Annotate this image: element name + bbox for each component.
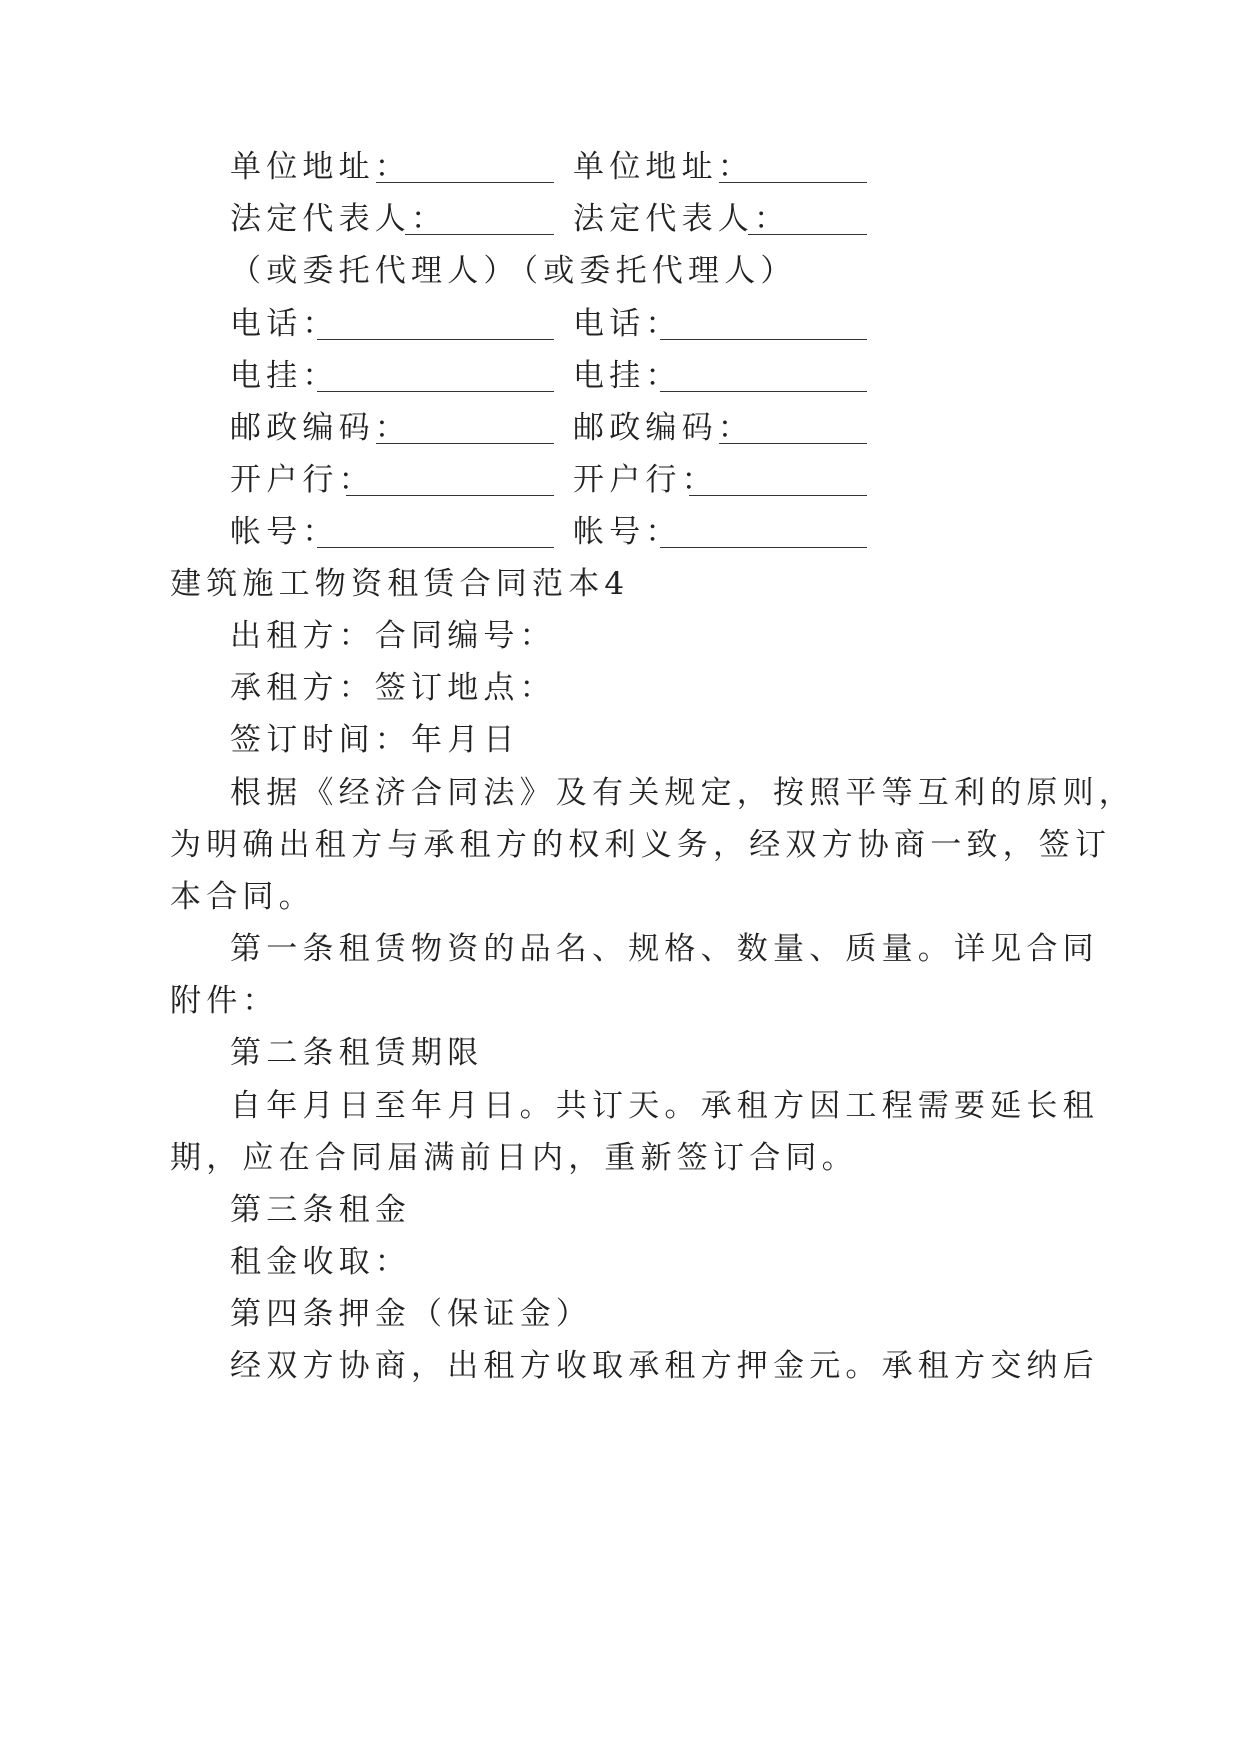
article-4-body: 经双方协商，出租方收取承租方押金元。承租方交纳后	[230, 1348, 1099, 1384]
lessee-bank-blank	[689, 495, 867, 496]
lessor-postcode-blank	[376, 443, 554, 444]
lessor-account-label: 帐号：	[230, 514, 339, 550]
lessor-account-blank	[317, 547, 554, 548]
lessee-phone-label: 电话：	[573, 306, 682, 342]
article-1-line-2: 附件：	[170, 983, 279, 1019]
lessee-signing-place-line: 承租方：签订地点：	[230, 670, 556, 706]
article-2-line-2: 期，应在合同届满前日内，重新签订合同。	[170, 1140, 858, 1176]
lessee-postcode-label: 邮政编码：	[573, 410, 754, 446]
lessor-cable-label: 电挂：	[230, 358, 339, 394]
lessor-legal-rep-blank	[405, 234, 554, 235]
postcode-row	[0, 409, 1241, 459]
preamble-line-1: 根据《经济合同法》及有关规定，按照平等互利的原则，	[230, 775, 1135, 811]
lessor-bank-label: 开户行：	[230, 462, 375, 498]
preamble-line-3: 本合同。	[170, 879, 315, 915]
lessee-cable-blank	[660, 391, 867, 392]
address-row	[0, 148, 1241, 198]
account-row	[0, 513, 1241, 563]
lessor-postcode-label: 邮政编码：	[230, 410, 411, 446]
article-1-line-1: 第一条租赁物资的品名、规格、数量、质量。详见合同	[230, 931, 1099, 967]
lessor-agent-note: （或委托代理人）	[230, 253, 520, 289]
lessee-address-label: 单位地址：	[573, 149, 754, 185]
article-4-title: 第四条押金（保证金）	[230, 1296, 592, 1332]
lessee-account-label: 帐号：	[573, 514, 682, 550]
article-2-line-1: 自年月日至年月日。共订天。承租方因工程需要延长租	[230, 1088, 1099, 1124]
phone-row	[0, 305, 1241, 355]
article-3-body: 租金收取：	[230, 1244, 411, 1280]
article-3-title: 第三条租金	[230, 1192, 411, 1228]
lessee-bank-label: 开户行：	[573, 462, 718, 498]
lessee-legal-rep-label: 法定代表人：	[573, 201, 791, 237]
article-2-title: 第二条租赁期限	[230, 1035, 484, 1071]
lessee-phone-blank	[660, 339, 867, 340]
preamble-line-2: 为明确出租方与承租方的权利义务，经双方协商一致，签订	[170, 827, 1112, 863]
lessor-address-blank	[376, 182, 554, 183]
lessee-account-blank	[660, 547, 867, 548]
lessee-postcode-blank	[719, 443, 867, 444]
lessee-cable-label: 电挂：	[573, 358, 682, 394]
legal-rep-row	[0, 200, 1241, 250]
bank-row	[0, 461, 1241, 511]
lessor-bank-blank	[346, 495, 554, 496]
lessee-legal-rep-blank	[748, 234, 867, 235]
lessor-contract-no-line: 出租方：合同编号：	[230, 618, 556, 654]
lessee-address-blank	[719, 182, 867, 183]
signing-date-line: 签订时间：年月日	[230, 722, 520, 758]
lessee-agent-note: （或委托代理人）	[507, 253, 797, 289]
lessor-legal-rep-label: 法定代表人：	[230, 201, 448, 237]
cable-row	[0, 357, 1241, 407]
lessor-cable-blank	[317, 391, 554, 392]
lessor-phone-blank	[317, 339, 554, 340]
lessor-address-label: 单位地址：	[230, 149, 411, 185]
contract-title: 建筑施工物资租赁合同范本4	[170, 566, 630, 602]
lessor-phone-label: 电话：	[230, 306, 339, 342]
